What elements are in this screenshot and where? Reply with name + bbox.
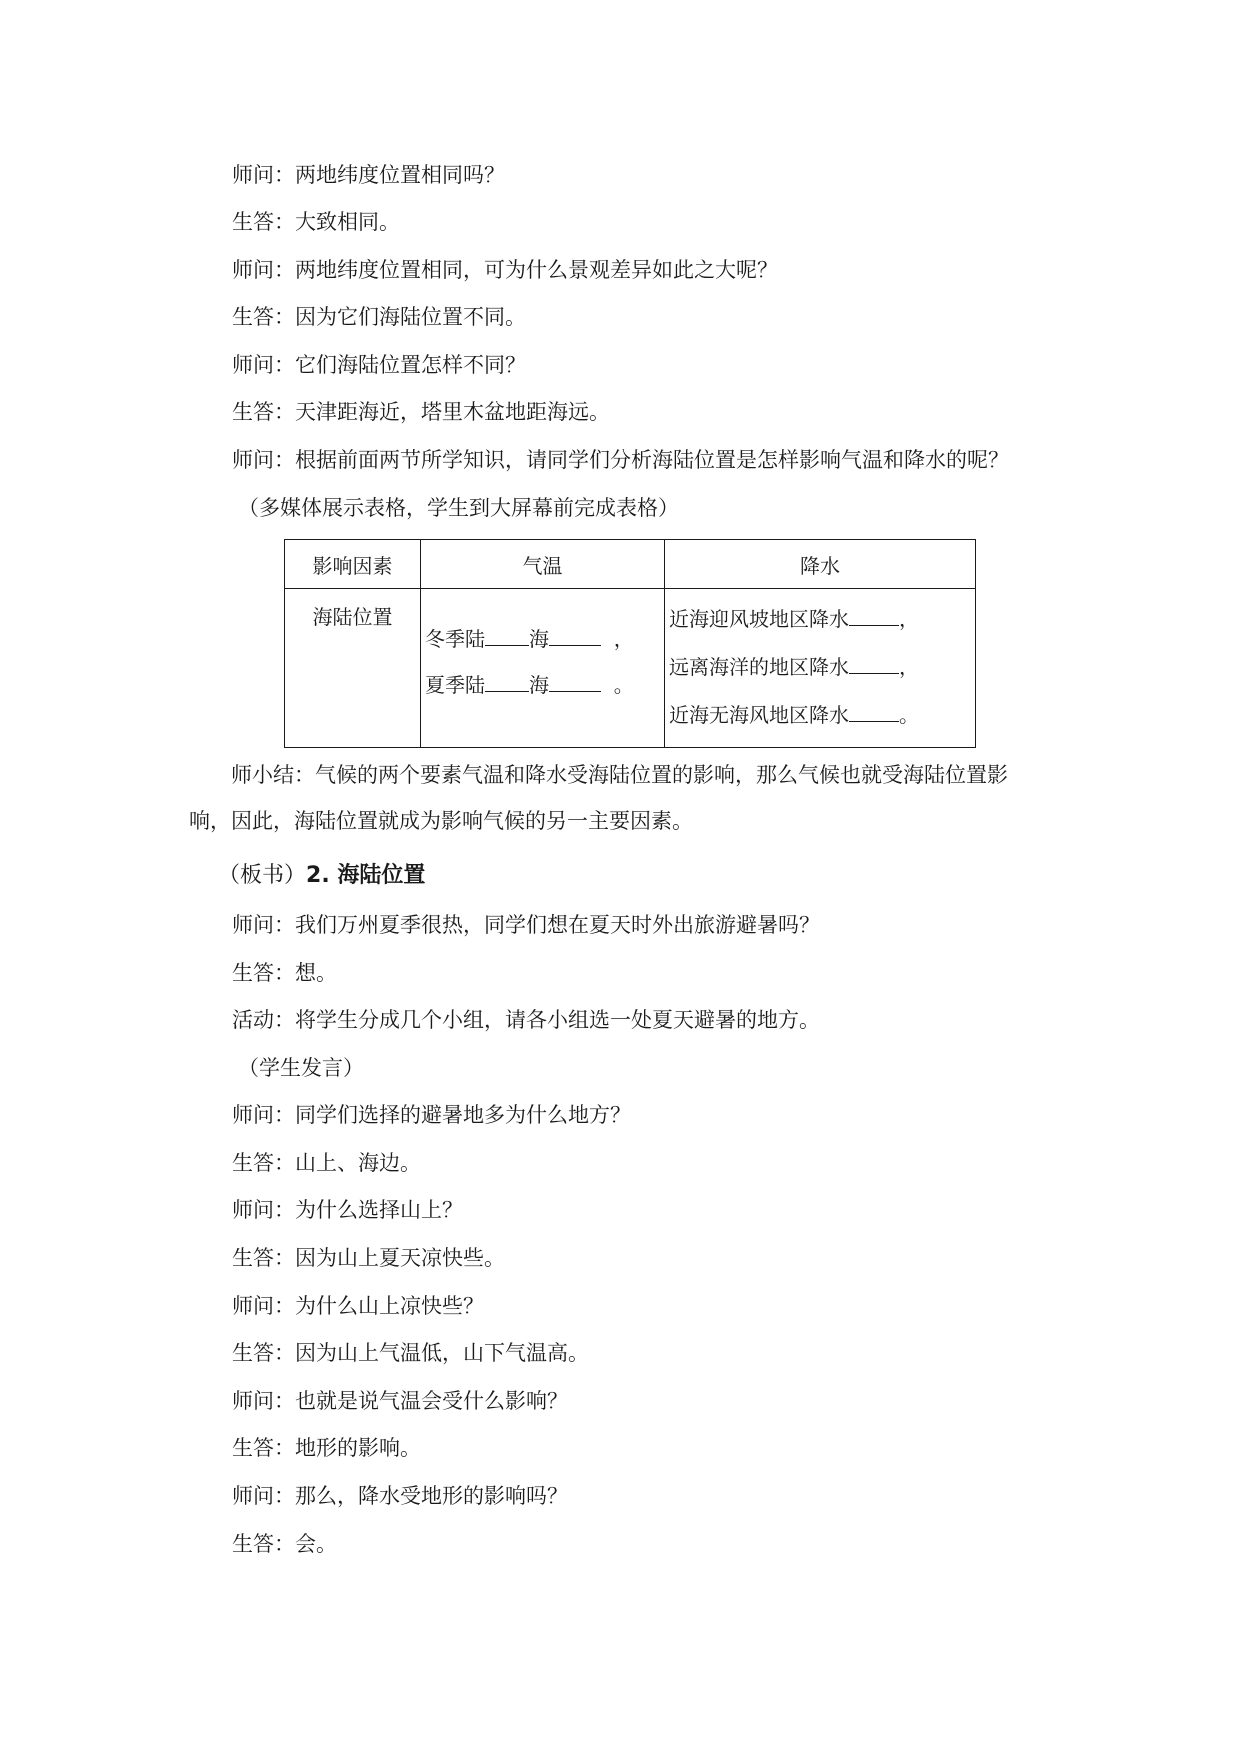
analysis-table [284,539,976,748]
temperature-cell [421,589,665,748]
precipitation-item: 近海无海风地区降水 。 [669,703,919,727]
dialogue-line: （学生发言） [238,1056,364,1080]
media-note: （多媒体展示表格，学生到大屏幕前完成表格） [238,496,679,520]
dialogue-line: 师问：我们万州夏季很热，同学们想在夏天时外出旅游避暑吗？ [232,913,820,937]
precipitation-cell [665,589,976,748]
dialogue-line: 生答：想。 [232,961,337,985]
dialogue-line: 师问：同学们选择的避暑地多为什么地方？ [232,1103,631,1127]
dialogue-line: 生答：会。 [232,1532,337,1556]
fill-blank[interactable] [849,653,899,674]
precipitation-item: 近海迎风坡地区降水 ， [669,607,919,631]
fill-blank[interactable] [549,671,601,692]
header-factor: 影响因素 [285,540,421,589]
fill-blank[interactable] [549,625,601,646]
header-temperature: 气温 [421,540,665,589]
table-row [285,589,976,748]
fill-blank[interactable] [849,605,899,626]
dialogue-line: 生答：因为它们海陆位置不同。 [232,305,526,329]
dialogue-line: 师问：那么，降水受地形的影响吗？ [232,1484,568,1508]
dialogue-line: 生答：地形的影响。 [232,1436,421,1460]
dialogue-line: 生答：因为山上气温低，山下气温高。 [232,1341,589,1365]
teacher-summary: 师小结：气候的两个要素气温和降水受海陆位置的影响，那么气候也就受海陆位置影响，因此，海陆位置就成为影响气候的另一主要因素。 [189,763,1008,833]
header-precipitation: 降水 [665,540,976,589]
dialogue-line: 活动：将学生分成几个小组，请各小组选一处夏天避暑的地方。 [232,1008,820,1032]
dialogue-line: 生答：山上、海边。 [232,1151,421,1175]
board-prefix: （板书） [218,863,307,888]
board-title: 2. 海陆位置 [306,863,426,888]
factor-cell: 海陆位置 [285,589,421,748]
fill-blank[interactable] [485,671,529,692]
dialogue-line: 生答：因为山上夏天凉快些。 [232,1246,505,1270]
dialogue-line: 生答：天津距海近，塔里木盆地距海远。 [232,400,610,424]
precipitation-item: 远离海洋的地区降水 ， [669,655,919,679]
temperature-item: 夏季陆 海 。 [425,673,634,697]
fill-blank[interactable] [485,625,529,646]
dialogue-line: 师问：为什么山上凉快些？ [232,1294,484,1318]
dialogue-line: 师问：也就是说气温会受什么影响？ [232,1389,568,1413]
board-heading [218,862,425,890]
temperature-item: 冬季陆 海 ， [425,627,634,651]
dialogue-line: 师问：两地纬度位置相同吗？ [232,163,505,187]
dialogue-line: 师问：为什么选择山上？ [232,1198,463,1222]
dialogue-line: 师问：两地纬度位置相同，可为什么景观差异如此之大呢？ [232,258,778,282]
dialogue-line: 师问：它们海陆位置怎样不同？ [232,353,526,377]
dialogue-line: 师问：根据前面两节所学知识，请同学们分析海陆位置是怎样影响气温和降水的呢？ [232,448,1009,472]
fill-blank[interactable] [849,701,899,722]
dialogue-line: 生答：大致相同。 [232,210,400,234]
table-header-row [285,540,976,589]
